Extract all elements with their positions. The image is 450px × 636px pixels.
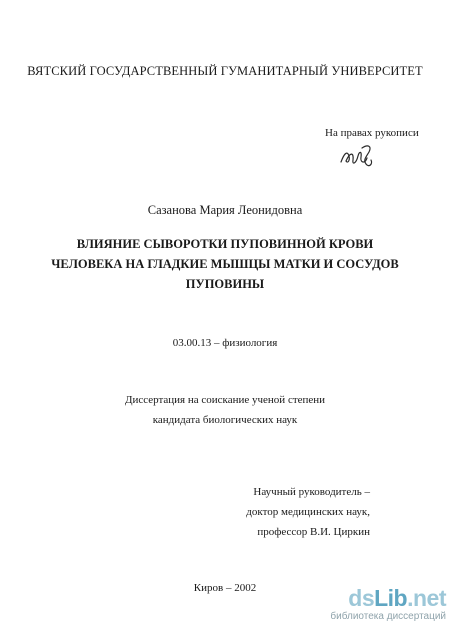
degree-statement-line-2: кандидата биологических наук — [152, 414, 298, 426]
author-name: Сазанова Мария Леонидовна — [147, 203, 303, 217]
watermark-logo — [322, 586, 446, 610]
dissertation-title-line-2: ЧЕЛОВЕКА НА ГЛАДКИЕ МЫШЦЫ МАТКИ И СОСУДОВ — [51, 257, 399, 271]
specialty-code: 03.00.13 – физиология — [172, 337, 278, 349]
handwritten-signature — [338, 140, 378, 170]
university-name: ВЯТСКИЙ ГОСУДАРСТВЕННЫЙ ГУМАНИТАРНЫЙ УНИВЕРСИТЕТ — [27, 64, 423, 78]
dissertation-title-line-3: ПУПОВИНЫ — [185, 277, 265, 291]
dslib-watermark — [322, 586, 446, 622]
manuscript-rights-note: На правах рукописи — [325, 127, 419, 139]
watermark-logo-net: .net — [407, 585, 446, 611]
dissertation-title-line-1: ВЛИЯНИЕ СЫВОРОТКИ ПУПОВИННОЙ КРОВИ — [76, 237, 374, 251]
degree-statement-line-1: Диссертация на соискание ученой степени — [124, 394, 326, 406]
advisor-line-1: Научный руководитель – — [253, 486, 370, 498]
advisor-line-2: доктор медицинских наук, — [246, 506, 370, 518]
watermark-logo-ds: ds — [348, 585, 375, 611]
watermark-tagline: библиотека диссертаций — [330, 611, 446, 622]
watermark-logo-lib: Lib — [374, 585, 408, 611]
city-year: Киров – 2002 — [193, 582, 257, 594]
advisor-line-3: профессор В.И. Циркин — [257, 526, 370, 538]
